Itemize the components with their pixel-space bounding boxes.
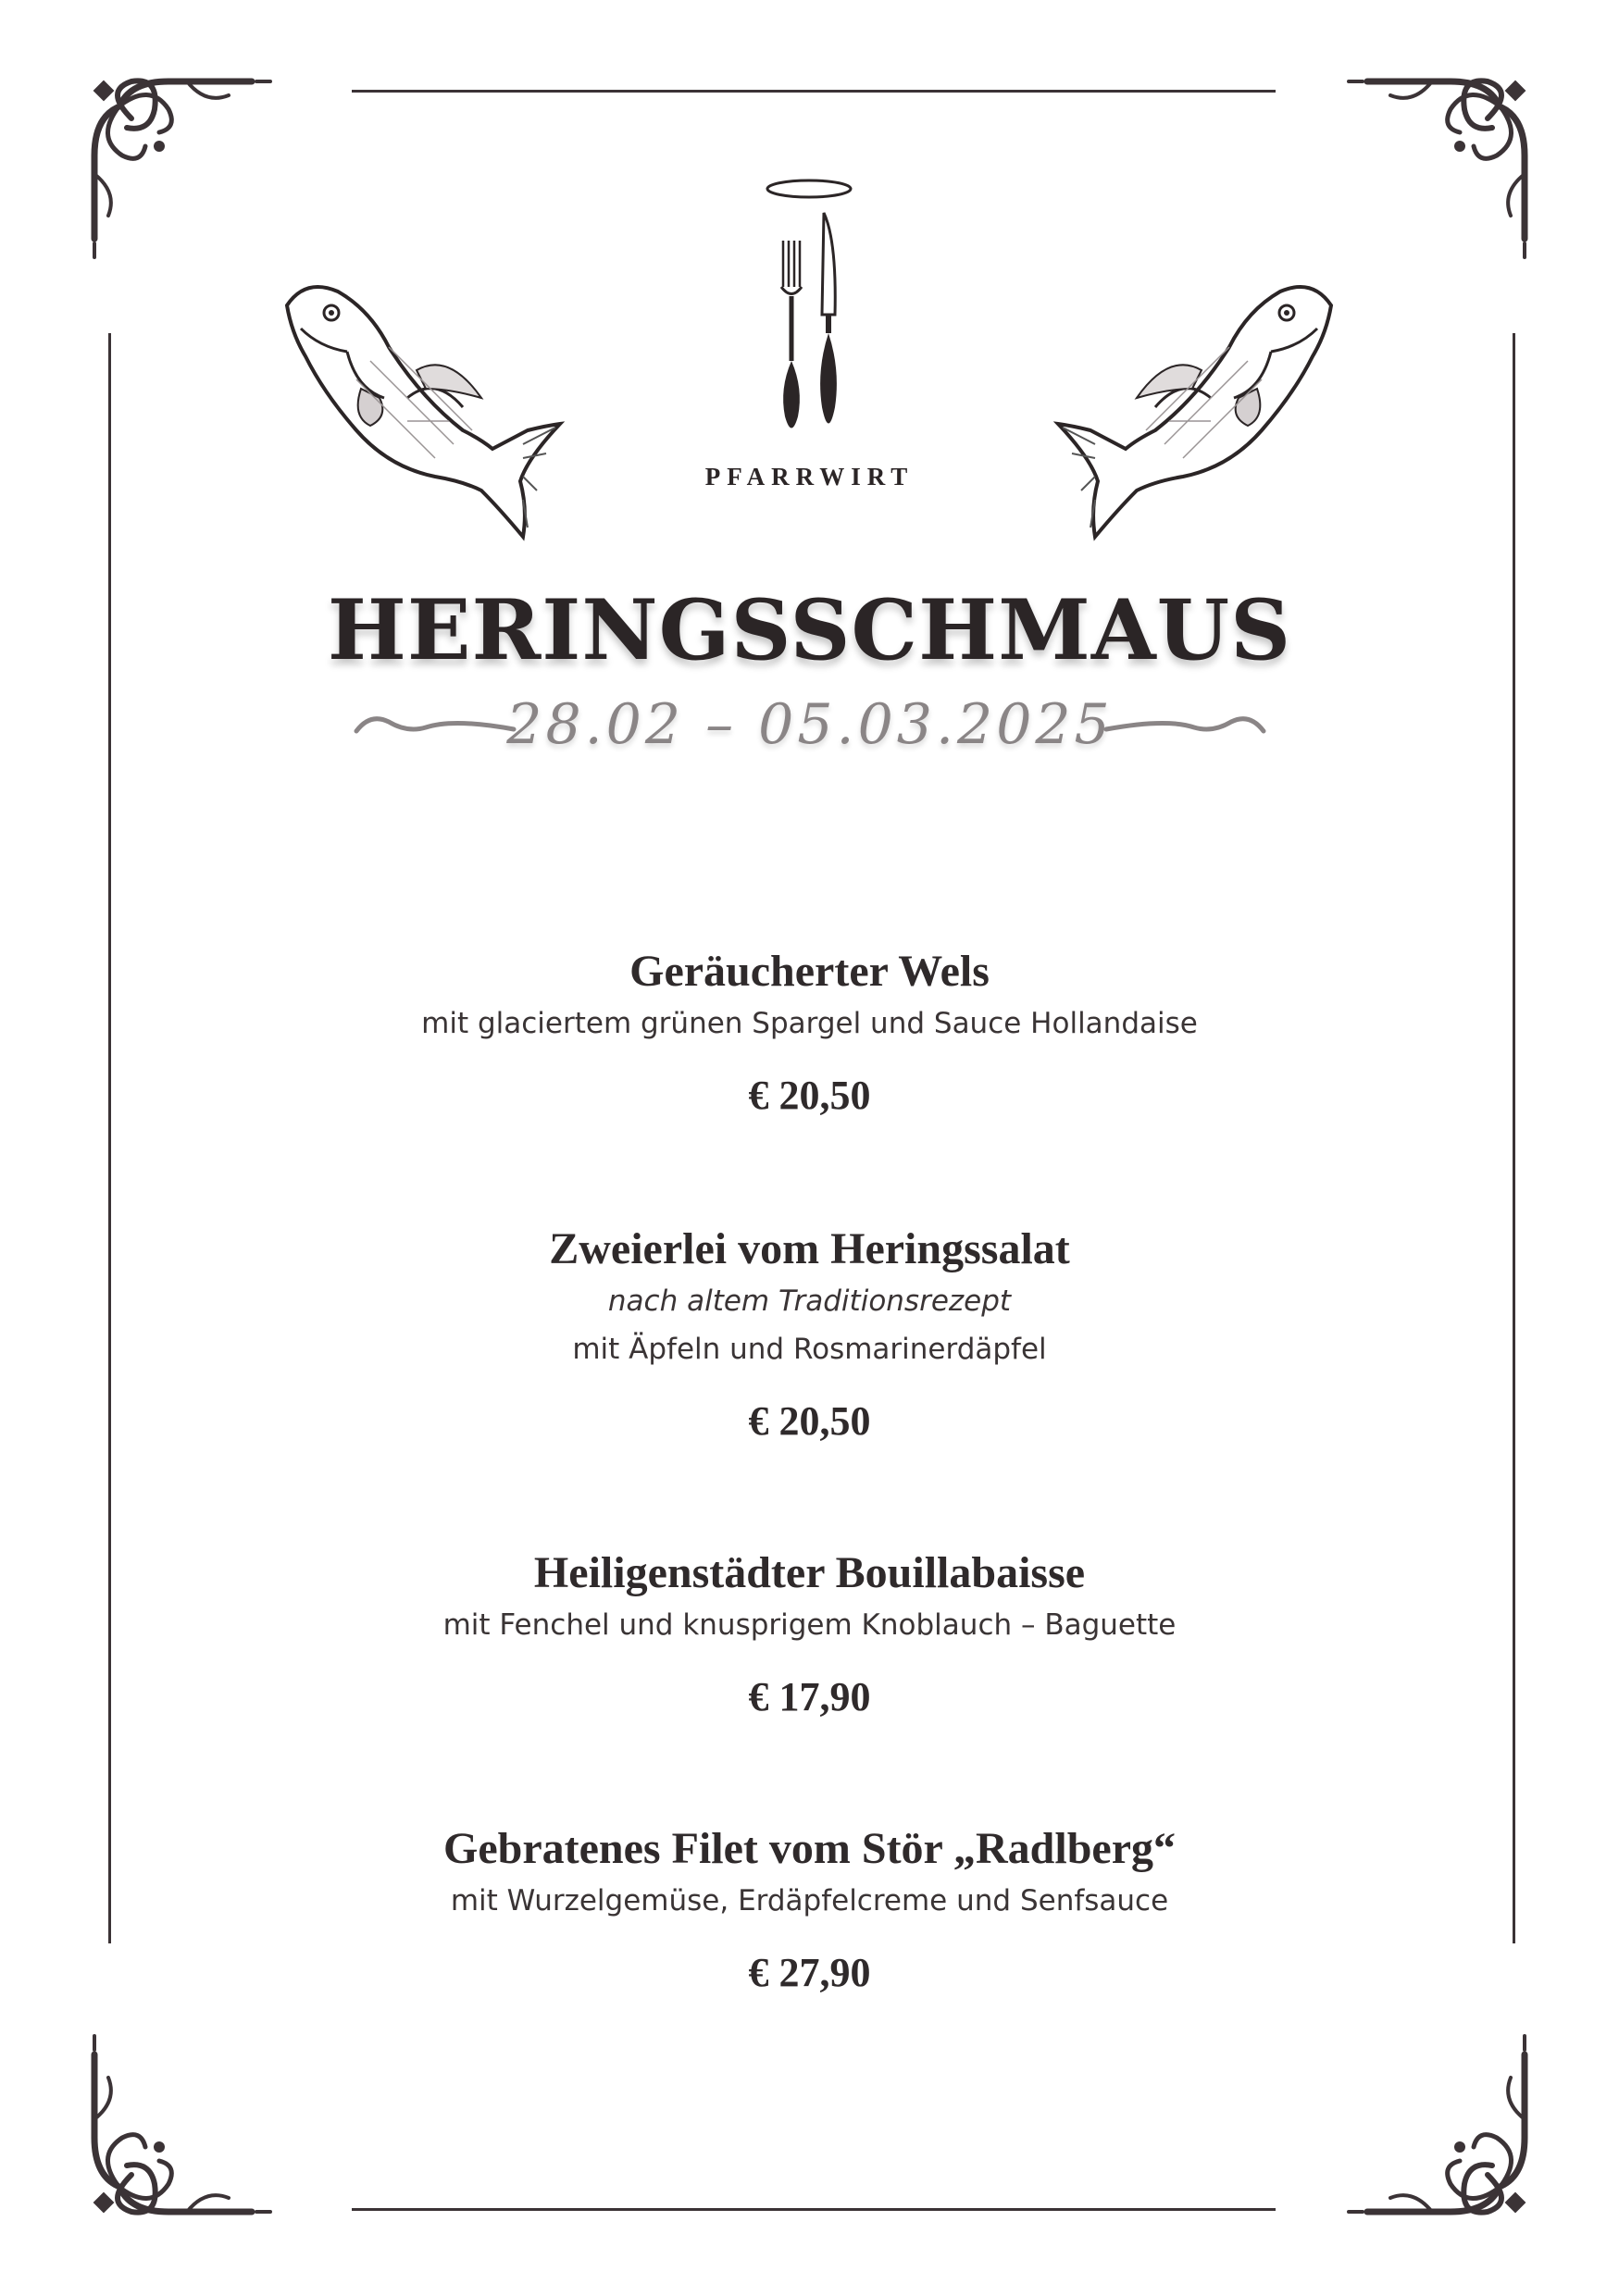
corner-ornament-top-left-icon: [67, 54, 280, 267]
fish-right-icon: [1053, 259, 1368, 555]
dish-name: Zweierlei vom Heringssalat: [549, 1224, 1070, 1273]
fork-knife-halo-icon: [763, 176, 855, 453]
dish-price: € 20,50: [748, 1073, 871, 1118]
dish-name: Geräucherter Wels: [629, 947, 990, 996]
corner-ornament-top-right-icon: [1339, 54, 1552, 267]
dish-name: Gebratenes Filet vom Stör „Radlberg“: [443, 1824, 1176, 1873]
date-row: [352, 685, 1268, 768]
dish-price: € 27,90: [748, 1950, 871, 1995]
date-range: 28.02 – 05.03.2025: [506, 692, 1114, 757]
dish-note: nach altem Traditionsrezept: [607, 1285, 1012, 1318]
bottom-divider: [352, 2208, 1276, 2211]
dish-description: mit Wurzelgemüse, Erdäpfelcreme und Senfsauce: [450, 1884, 1169, 1917]
menu-item: [0, 1821, 1619, 2001]
menu-item: [0, 1222, 1619, 1449]
corner-ornament-bottom-right-icon: [1339, 2027, 1552, 2240]
top-divider: [352, 90, 1276, 93]
fish-left-icon: [250, 259, 565, 555]
dish-description: mit Fenchel und knusprigem Knoblauch – Baguette: [442, 1608, 1177, 1642]
page-title: HERINGSSCHMAUS: [327, 581, 1292, 679]
corner-ornament-bottom-left-icon: [67, 2027, 280, 2240]
dish-name: Heiligenstädter Bouillabaisse: [533, 1548, 1086, 1597]
dish-price: € 17,90: [748, 1674, 871, 1719]
menu-item: [0, 944, 1619, 1123]
dish-description: mit Äpfeln und Rosmarinerdäpfel: [572, 1333, 1047, 1366]
dish-price: € 20,50: [748, 1398, 871, 1444]
brand-name: PFARRWIRT: [704, 463, 915, 490]
menu-item: [0, 1545, 1619, 1725]
swirl-right-icon: [1102, 703, 1268, 750]
dish-description: mit glaciertem grünen Spargel und Sauce Hollandaise: [421, 1007, 1198, 1040]
